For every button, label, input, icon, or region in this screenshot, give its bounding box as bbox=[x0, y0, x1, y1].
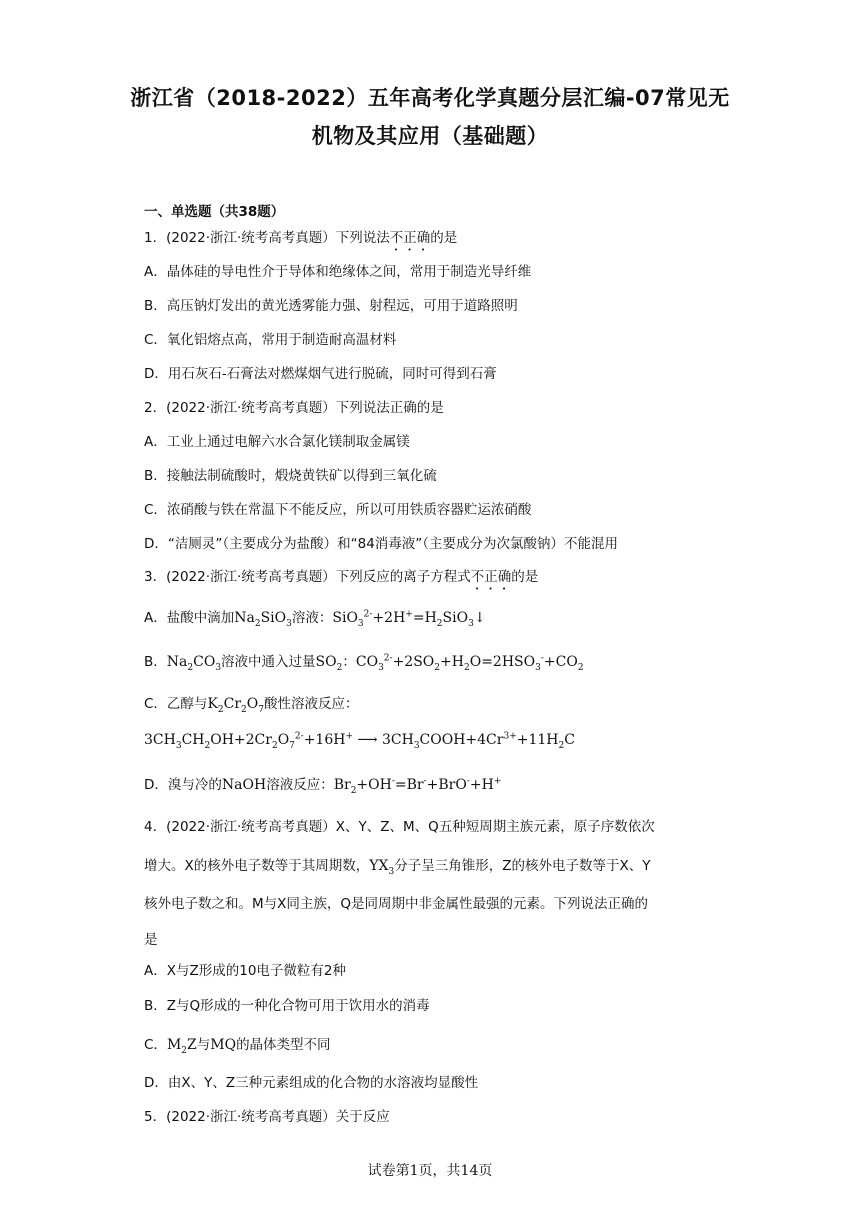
question-3-option-c-text: C．乙醇与 bbox=[144, 696, 208, 712]
question-3-option-d-text: D．溴与冷的 bbox=[144, 777, 222, 793]
question-3-option-b-so2: $SO_2$ bbox=[315, 654, 343, 673]
question-3-option-c-text2: 酸性溶液反应： bbox=[264, 696, 359, 712]
question-1-stem-pre: 1．(2022·浙江·统考高考真题）下列说法 bbox=[144, 230, 390, 246]
question-4-stem-line3: 核外电子数之和。M与X同主族，Q是同周期中非金属性最强的元素。下列说法正确的 bbox=[144, 896, 649, 912]
question-2-option-c: C．浓硝酸与铁在常温下不能反应，所以可用铁质容器贮运浓硝酸 bbox=[144, 502, 532, 518]
question-4-stem-line2 bbox=[144, 856, 744, 876]
question-3-option-b-equation: $CO_3^{2-}+2SO_2+H_2O=2HSO_3^-+CO_2$ bbox=[355, 653, 584, 673]
question-3-option-b-label: B． bbox=[144, 654, 167, 670]
question-3-option-d-naoh: NaOH bbox=[221, 777, 267, 793]
question-3-option-a bbox=[144, 608, 744, 628]
question-1-stem bbox=[144, 228, 744, 254]
question-4-stem-line4: 是 bbox=[144, 932, 158, 948]
question-2-option-a: A．工业上通过电解六水合氯化镁制取金属镁 bbox=[144, 434, 410, 450]
question-3-option-a-text2: 溶液： bbox=[291, 610, 333, 626]
question-3-option-c-equation: $3CH_3CH_2OH+2Cr_2O_7^{2-}+16H^+$ ⟶ $3CH_3COOH+4Cr^{3+}+11H_2C$ bbox=[144, 731, 575, 751]
question-3-option-a-text: A．盐酸中滴加 bbox=[144, 610, 235, 626]
question-1-option-d: D．用石灰石-石膏法对燃煤烟气进行脱硫，同时可得到石膏 bbox=[144, 366, 497, 382]
question-1-option-a: A．晶体硅的导电性介于导体和绝缘体之间，常用于制造光导纤维 bbox=[144, 264, 532, 280]
question-3-option-b-colon: ： bbox=[342, 654, 356, 670]
question-5-stem: 5．(2022·浙江·统考高考真题）关于反应 bbox=[144, 1109, 390, 1125]
question-4-option-d: D．由X、Y、Z三种元素组成的化合物的水溶液均显酸性 bbox=[144, 1075, 479, 1091]
question-3-option-c bbox=[144, 694, 744, 714]
question-2-option-b: B．接触法制硫酸时，煅烧黄铁矿以得到三氧化硫 bbox=[144, 468, 437, 484]
question-3-stem-post: 的是 bbox=[511, 569, 539, 585]
question-1-stem-post: 的是 bbox=[430, 230, 458, 246]
question-4-option-c-post: 的晶体类型不同 bbox=[236, 1037, 331, 1053]
question-1-option-c: C．氧化铝熔点高，常用于制造耐高温材料 bbox=[144, 332, 397, 348]
question-1-emphasis: 不正确 bbox=[389, 230, 431, 246]
question-4-stem-line2-post: 分子呈三角锥形，Z的核外电子数等于X、Y bbox=[394, 858, 651, 874]
question-4-option-c bbox=[144, 1035, 744, 1055]
question-4-yx3-formula: $YX_3$ bbox=[369, 858, 395, 877]
page-footer: 试卷第1页，共14页 bbox=[367, 1163, 493, 1179]
document-title-line1: 浙江省（2018-2022）五年高考化学真题分层汇编-07常见无 bbox=[130, 86, 730, 110]
question-3-stem bbox=[144, 567, 744, 593]
question-4-stem-line1: 4．(2022·浙江·统考高考真题）X、Y、Z、M、Q五种短周期主族元素，原子序数依次 bbox=[144, 819, 655, 835]
question-3-option-d bbox=[144, 775, 744, 795]
question-2-option-d: D．“洁厕灵”（主要成分为盐酸）和“84消毒液”（主要成分为次氯酸钠）不能混用 bbox=[144, 536, 619, 552]
question-4-stem-line2-pre: 增大。X的核外电子数等于其周期数， bbox=[144, 858, 370, 874]
question-4-m2z-formula: $M_2Z$ bbox=[166, 1037, 197, 1056]
question-1-option-b: B．高压钠灯发出的黄光透雾能力强、射程远，可用于道路照明 bbox=[144, 298, 518, 314]
question-3-emphasis: 不正确 bbox=[470, 569, 512, 585]
question-3-option-b-formula: $Na_2CO_3$ bbox=[166, 654, 222, 673]
question-4-mq-formula: MQ bbox=[210, 1037, 237, 1053]
question-3-option-d-text2: 溶液反应： bbox=[266, 777, 334, 793]
question-4-option-a: A．X与Z形成的10电子微粒有2种 bbox=[144, 963, 346, 979]
question-2-stem: 2．(2022·浙江·统考高考真题）下列说法正确的是 bbox=[144, 400, 444, 416]
question-3-option-a-equation: $SiO_3^{2-}+2H^+=H_2SiO_3↓$ bbox=[332, 609, 486, 629]
question-3-option-b bbox=[144, 652, 744, 672]
question-3-option-c-formula: $K_2Cr_2O_7$ bbox=[207, 696, 264, 715]
question-3-option-a-formula: $Na_2SiO_3$ bbox=[234, 610, 292, 629]
question-4-option-c-pre: C． bbox=[144, 1037, 167, 1053]
question-3-option-d-equation: $Br_2+OH^-=Br^-+BrO^-+H^+$ bbox=[333, 776, 502, 796]
document-title-line2: 机物及其应用（基础题） bbox=[311, 124, 549, 148]
question-3-stem-pre: 3．(2022·浙江·统考高考真题）下列反应的离子方程式 bbox=[144, 569, 471, 585]
question-3-option-b-text: 溶液中通入过量 bbox=[221, 654, 316, 670]
question-4-option-c-mid: 与 bbox=[196, 1037, 211, 1053]
question-4-option-b: B．Z与Q形成的一种化合物可用于饮用水的消毒 bbox=[144, 998, 430, 1014]
section-heading: 一、单选题（共38题） bbox=[144, 204, 285, 220]
